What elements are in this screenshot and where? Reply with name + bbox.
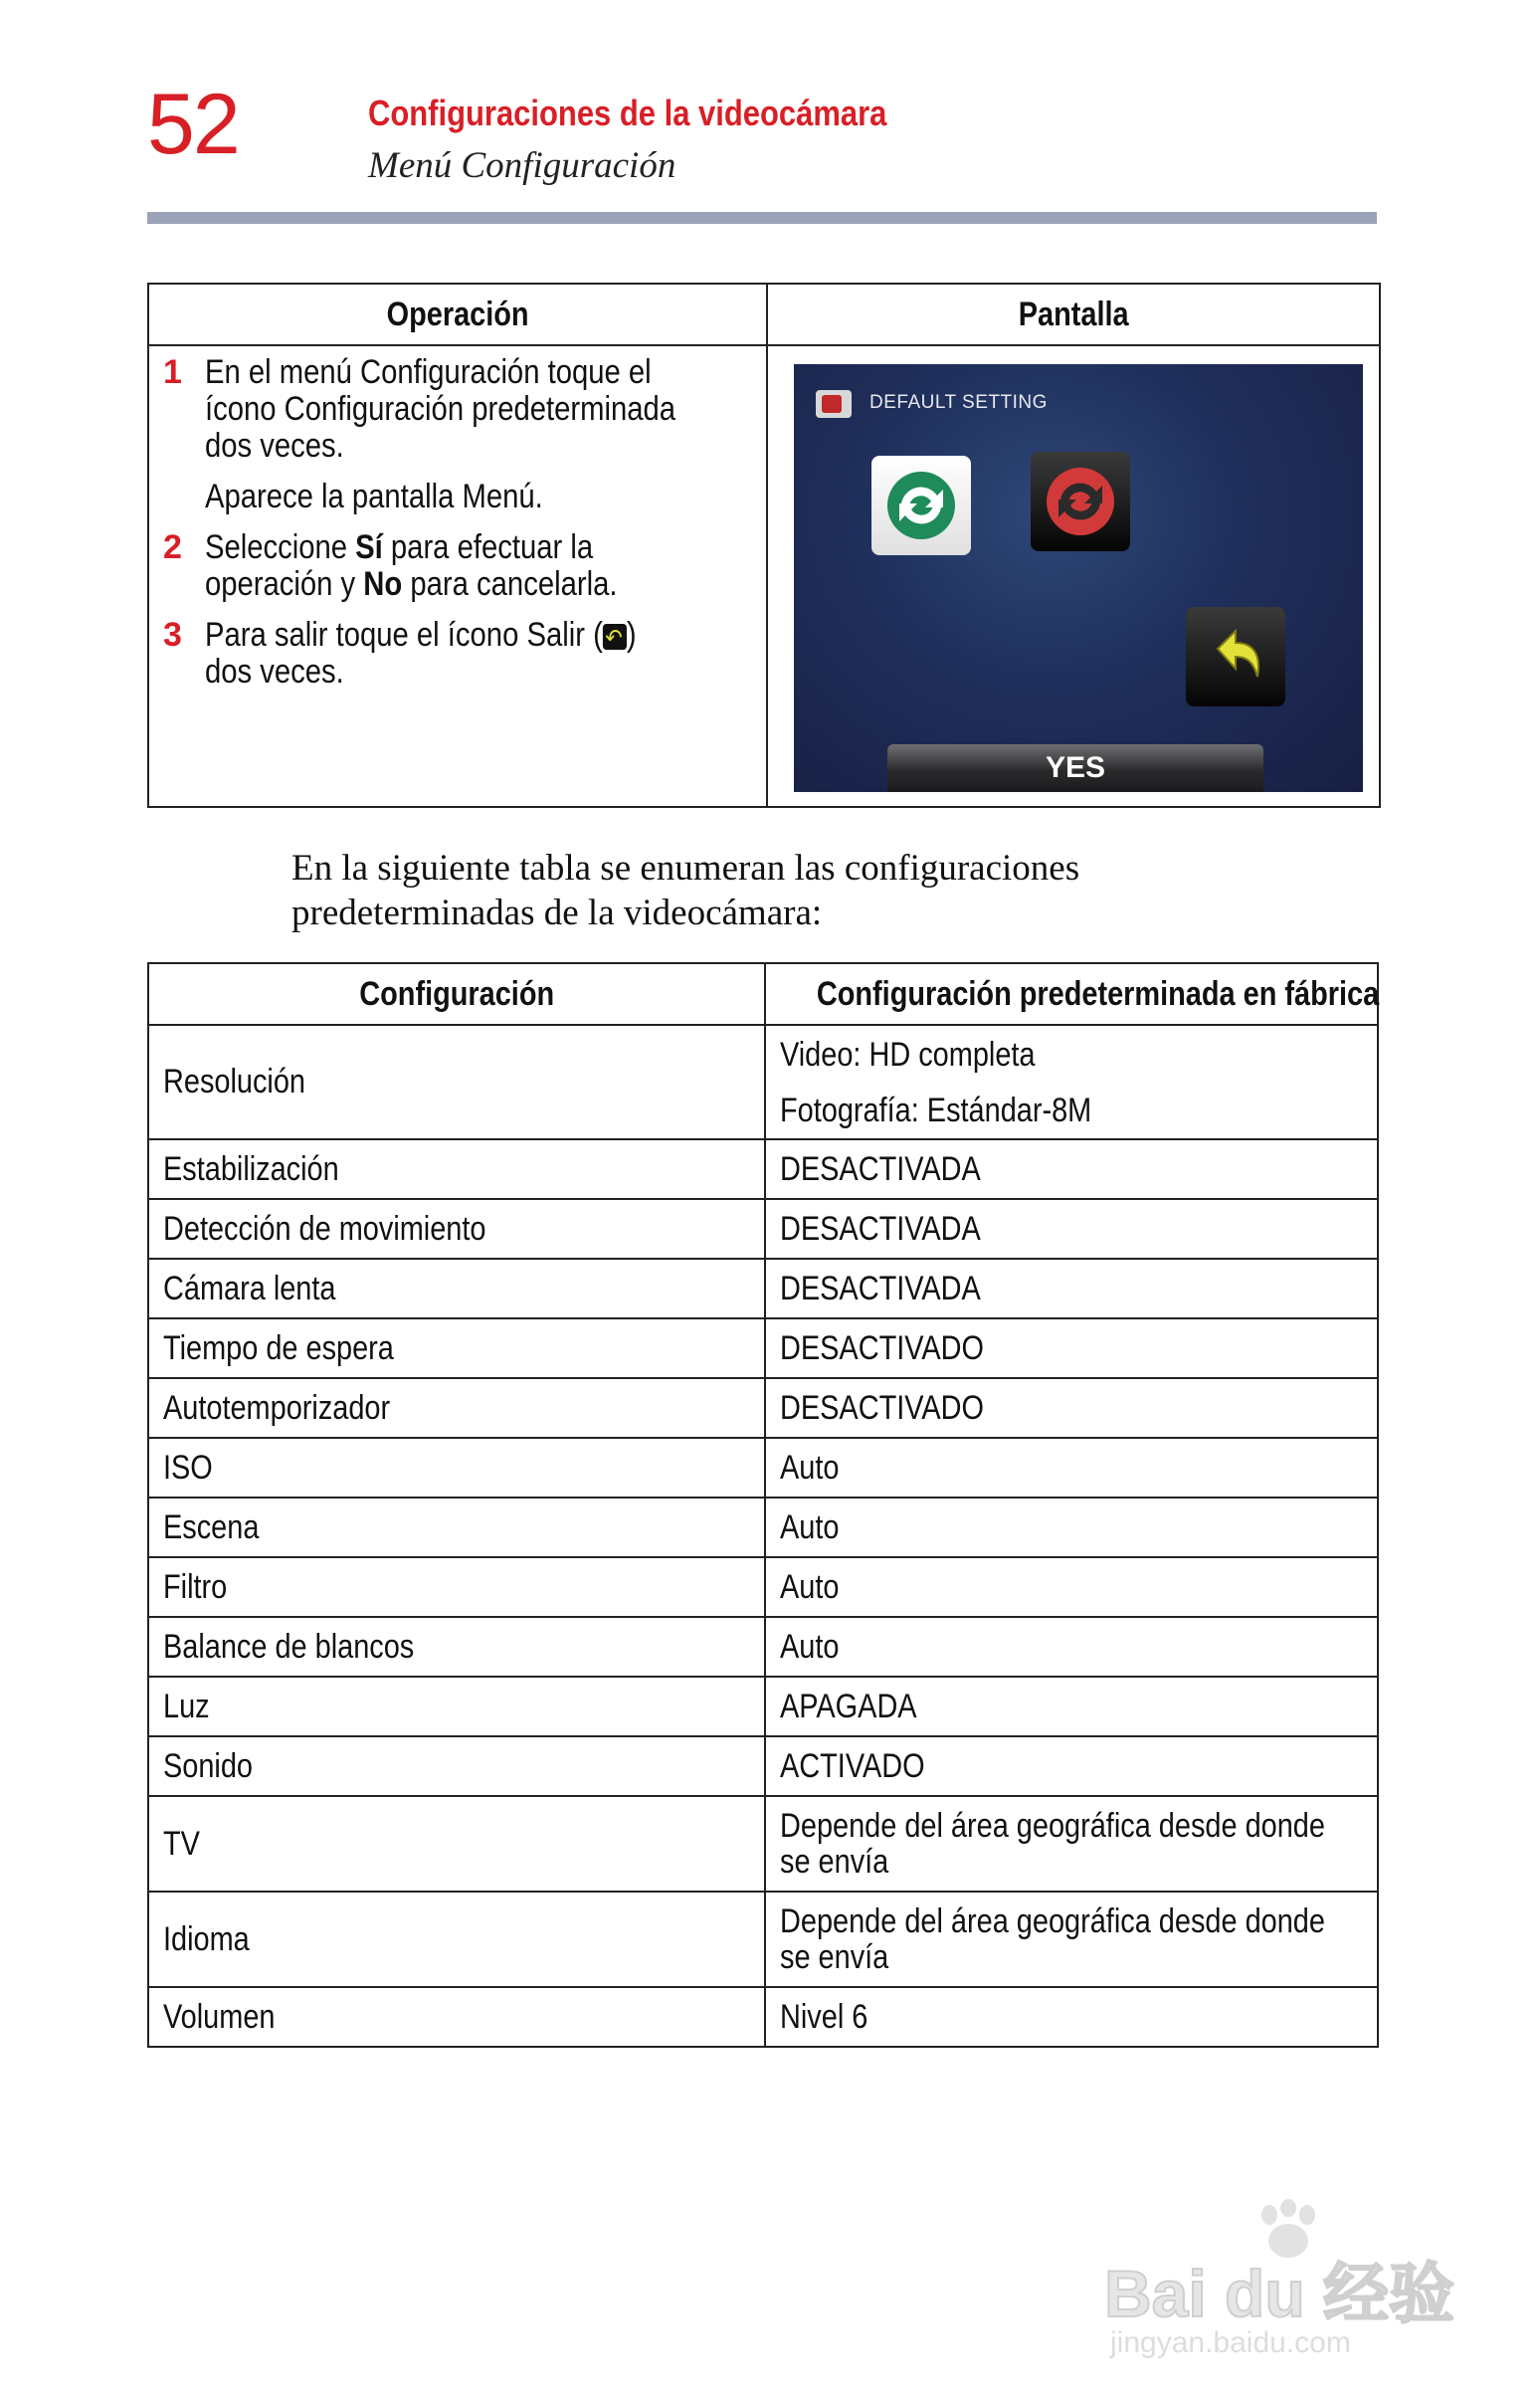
table-row bbox=[148, 1199, 1378, 1259]
value-cell: Auto bbox=[765, 1557, 1378, 1617]
value-cell: ACTIVADO bbox=[765, 1736, 1378, 1796]
step-text-line: Seleccione Sí para efectuar la bbox=[205, 528, 594, 566]
step-note: Aparece la pantalla Menú. bbox=[205, 478, 543, 515]
setting-cell: Estabilización bbox=[148, 1139, 765, 1199]
value-cell: DESACTIVADO bbox=[765, 1318, 1378, 1378]
value-cell: Auto bbox=[765, 1498, 1378, 1557]
setting-cell: Filtro bbox=[148, 1557, 765, 1617]
value-cell: Nivel 6 bbox=[765, 1987, 1378, 2047]
setting-cell: Escena bbox=[148, 1498, 765, 1557]
defaults-table bbox=[147, 962, 1379, 2048]
step-3 bbox=[163, 617, 766, 691]
setting-cell: Volumen bbox=[148, 1987, 765, 2047]
screen-cell bbox=[767, 345, 1380, 807]
table-row bbox=[148, 1617, 1378, 1677]
table-row bbox=[148, 1378, 1378, 1438]
value-line: Depende del área geográfica desde donde bbox=[780, 1807, 1325, 1845]
cancel-default-button[interactable] bbox=[1031, 452, 1130, 551]
column-header-default: Configuración predeterminada en fábrica bbox=[765, 963, 1378, 1025]
chapter-title: Configuraciones de la videocámara bbox=[368, 93, 887, 133]
setting-cell: TV bbox=[148, 1796, 765, 1892]
value-line: Video: HD completa bbox=[780, 1035, 1036, 1074]
intro-line: predeterminadas de la videocámara: bbox=[291, 893, 823, 933]
value-cell: DESACTIVADA bbox=[765, 1259, 1378, 1318]
confirm-default-button[interactable] bbox=[871, 456, 971, 555]
yes-label: Sí bbox=[355, 528, 383, 566]
operation-table bbox=[147, 283, 1381, 808]
setting-cell: Sonido bbox=[148, 1736, 765, 1796]
value-cell bbox=[765, 1025, 1378, 1139]
value-cell bbox=[765, 1892, 1378, 1987]
camera-screen-title: DEFAULT SETTING bbox=[869, 392, 1048, 413]
setting-cell: Resolución bbox=[148, 1025, 765, 1139]
step-number: 2 bbox=[163, 528, 182, 566]
table-row bbox=[148, 1796, 1378, 1892]
yes-bar-button[interactable]: YES bbox=[887, 744, 1263, 792]
column-header-screen: Pantalla bbox=[767, 284, 1380, 345]
value-cell: DESACTIVADA bbox=[765, 1139, 1378, 1199]
setting-cell: Luz bbox=[148, 1677, 765, 1736]
value-line: se envía bbox=[780, 1938, 889, 1976]
value-cell: Auto bbox=[765, 1438, 1378, 1498]
value-line: Depende del área geográfica desde donde bbox=[780, 1902, 1325, 1940]
value-line: Fotografía: Estándar-8M bbox=[780, 1091, 1092, 1129]
table-row bbox=[148, 1318, 1378, 1378]
value-line: se envía bbox=[780, 1843, 889, 1881]
intro-paragraph bbox=[291, 846, 1247, 935]
step-2 bbox=[163, 529, 766, 603]
setting-cell: Idioma bbox=[148, 1892, 765, 1987]
step-number: 1 bbox=[163, 353, 182, 391]
step-text-line: dos veces. bbox=[205, 653, 344, 691]
table-row bbox=[148, 1139, 1378, 1199]
header-rule bbox=[147, 212, 1377, 224]
exit-icon bbox=[603, 624, 627, 650]
setting-cell: Detección de movimiento bbox=[148, 1199, 765, 1259]
value-cell: Auto bbox=[765, 1617, 1378, 1677]
step-text-line: operación y No para cancelarla. bbox=[205, 565, 618, 603]
value-cell: DESACTIVADA bbox=[765, 1199, 1378, 1259]
table-row bbox=[148, 1987, 1378, 2047]
page-number: 52 bbox=[147, 77, 239, 172]
value-cell bbox=[765, 1796, 1378, 1892]
reset-arrows-green-icon bbox=[881, 466, 961, 545]
step-text-line: Para salir toque el ícono Salir (↶ ) bbox=[205, 617, 687, 654]
table-row bbox=[148, 1438, 1378, 1498]
setting-cell: Balance de blancos bbox=[148, 1617, 765, 1677]
table-row bbox=[148, 1498, 1378, 1557]
section-title: Menú Configuración bbox=[368, 145, 676, 186]
table-row bbox=[148, 1677, 1378, 1736]
setting-cell: Autotemporizador bbox=[148, 1378, 765, 1438]
step-text-line: dos veces. bbox=[205, 427, 344, 465]
reset-arrows-red-icon bbox=[1041, 462, 1120, 541]
setting-cell: ISO bbox=[148, 1438, 765, 1498]
table-row bbox=[148, 1892, 1378, 1987]
table-row bbox=[148, 1025, 1378, 1139]
table-row bbox=[148, 345, 1380, 807]
table-header-row bbox=[148, 284, 1380, 345]
value-cell: DESACTIVADO bbox=[765, 1378, 1378, 1438]
operation-steps-cell bbox=[148, 345, 767, 807]
step-1 bbox=[163, 354, 766, 515]
step-text-line: ícono Configuración predeterminada bbox=[205, 390, 676, 428]
setting-cell: Tiempo de espera bbox=[148, 1318, 765, 1378]
table-row bbox=[148, 1557, 1378, 1617]
watermark-url: jingyan.baidu.com bbox=[1110, 2326, 1351, 2359]
exit-arrow-icon bbox=[1196, 617, 1275, 697]
column-header-operation: Operación bbox=[148, 284, 767, 345]
value-cell: APAGADA bbox=[765, 1677, 1378, 1736]
camera-screen bbox=[794, 364, 1363, 792]
settings-menu-icon bbox=[816, 390, 852, 418]
table-row bbox=[148, 1736, 1378, 1796]
watermark-brand: Bai du 经验 bbox=[1104, 2257, 1455, 2330]
step-number: 3 bbox=[163, 616, 182, 654]
table-header-row bbox=[148, 963, 1378, 1025]
table-row bbox=[148, 1259, 1378, 1318]
intro-line: En la siguiente tabla se enumeran las configuraciones bbox=[291, 848, 1080, 889]
column-header-setting: Configuración bbox=[148, 963, 765, 1025]
exit-button[interactable] bbox=[1186, 607, 1285, 706]
no-label: No bbox=[363, 565, 403, 603]
watermark bbox=[1104, 2199, 1462, 2368]
setting-cell: Cámara lenta bbox=[148, 1259, 765, 1318]
step-text-line: En el menú Configuración toque el bbox=[205, 353, 652, 391]
